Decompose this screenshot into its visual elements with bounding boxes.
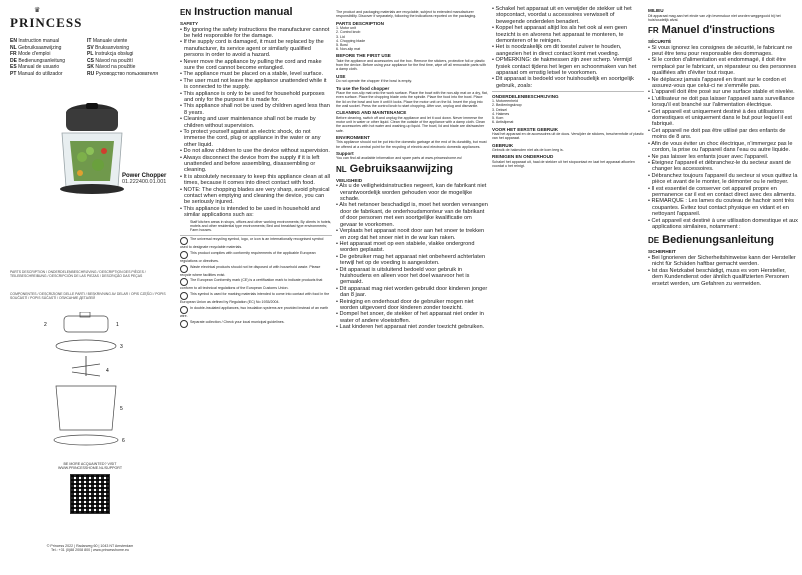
de-title-text: Bedienungsanleitung — [662, 234, 774, 247]
list-item-text: De gebruiker mag het apparaat niet onbeheerd achterlaten terwijl het op de voeding is aangesloten. — [339, 253, 486, 267]
bullet-icon: • — [336, 253, 340, 260]
nl-cleaning-text: Schakel het apparaat uit, haal de stekker uit het stopcontact en laat het apparaat afkoelen voordat u het reinigt. — [492, 159, 635, 169]
brand-logo — [10, 8, 175, 32]
list-item — [180, 27, 332, 40]
part-number: 3. — [492, 107, 496, 112]
list-item-text: Koppel het apparaat altijd los als het ook al een geen toezicht is en alvorens het apparaat te monteren, te demonteren of te reinigen. — [495, 25, 628, 45]
bullet-icon: • — [180, 58, 184, 65]
language-item — [10, 71, 83, 78]
bullet-icon: • — [648, 217, 652, 224]
bullet-icon: • — [648, 172, 652, 179]
language-label: Bedienungsanleitung — [18, 57, 66, 64]
list-item-text: Cet appareil est uniquement destiné à des utilisations domestiques et uniquement dans le but pour lequel il est fabriqué. — [651, 108, 792, 128]
language-code: SV — [87, 44, 94, 51]
bullet-icon: • — [336, 285, 340, 292]
bullet-icon: • — [336, 266, 340, 273]
list-item-text: Always disconnect the device from the supply if it is left unattended and before assembling, disassembling or cleaning. — [183, 154, 320, 174]
parts-caption: PARTS DESCRIPTION / ONDERDELENBESCHRIJVING / DESCRIPTION DES PIÈCES / TEILEBESCHREIBUNG / DESCRIPCIÓN DE LAS PIEZAS / DESCRIÇÃO DAS PEÇAS — [10, 270, 146, 279]
parts-caption-2: COMPONENTES / DESCRIZIONE DELLE PARTI / BESKRIVNING AV DELAR / OPIS CZĘŚCI / POPIS SOUČÁSTÍ / POPIS SÚČASTÍ / ОПИСАНИЕ ДЕТАЛЕЙ — [10, 292, 166, 301]
bullet-icon: • — [648, 140, 652, 147]
list-item-text: Reiniging en onderhoud door de gebruiker mogen niet worden uitgevoerd door kinderen zonder toezicht. — [339, 298, 474, 311]
part-label: Lid — [340, 34, 345, 39]
ce-icon — [180, 278, 188, 286]
language-label: Mode d'emploi — [18, 51, 51, 57]
list-item-text: This appliance shall not be used by children aged less than 8 years. — [183, 103, 330, 116]
nl-parts-list — [492, 99, 644, 124]
language-label: Návod na použitie — [95, 64, 136, 70]
bullet-icon: • — [648, 159, 652, 166]
en-title — [180, 6, 332, 19]
language-label: Bruksanvisning — [95, 44, 129, 51]
part-number: 4. — [492, 111, 496, 116]
list-item-text: Éteignez l'appareil et débranchez-le du secteur avant de changer les accessoires. — [651, 159, 791, 173]
list-item-text: Si vous ignorez les consignes de sécurité, le fabricant ne peut être tenu pour responsable des dommages. — [651, 44, 793, 57]
list-item-text: Als het netsnoer beschadigd is, moet het worden vervangen door de fabrikant, de onderhoudsmonteur van de fabrikant of door personen met een soortgelijke kwalificatie om gevaar te voorkomen. — [339, 202, 488, 228]
brand-name: PRINCESS — [10, 15, 83, 30]
list-item — [180, 155, 332, 174]
nl-environment-text: Dit apparaat mag aan het einde van zijn levensduur niet worden weggegooid bij het huishoudelijk afval. — [648, 13, 781, 22]
list-item — [180, 206, 332, 219]
product-caption — [122, 173, 166, 185]
list-item-text: NOTE: The chopping blades are very sharp, avoid physical contact when emptying and cleaning the device, you can be seriously injured. — [183, 186, 330, 206]
en-safety-list — [180, 27, 332, 219]
footer-line-1: © Princess 2022 | Radarweg 60 | 1043 NT Amsterdam — [46, 544, 134, 548]
language-code: DE — [10, 57, 17, 64]
nl-use-heading: GEBRUIK — [492, 142, 514, 148]
list-item — [648, 141, 798, 154]
list-item-text: Ne déplacez jamais l'appareil en tirant sur le cordon et assurez-vous que celui-ci ne s'emmêle pas. — [651, 76, 786, 90]
list-item — [336, 254, 488, 267]
list-item-text: Cet appareil ne doit pas être utilisé par des enfants de moins de 8 ans. — [651, 127, 786, 141]
support-url[interactable]: WWW.PRINCESSHOME.NL/SUPPORT — [57, 466, 123, 470]
part-number: 4. — [336, 38, 340, 43]
support-visit — [10, 462, 170, 470]
list-item — [180, 116, 332, 129]
language-label: Návod na použití — [95, 57, 133, 64]
list-item — [648, 96, 798, 109]
en-recycle-note: The product and packaging materials are recyclable, subject to extended manufacturer responsibility. Discover if separately, following the indications reported on the packaging. — [336, 10, 477, 19]
part-label: Kom — [496, 116, 504, 121]
list-item-text: Het apparaat moet op een stabiele, vlakke ondergrond worden geplaatst. — [339, 240, 475, 254]
bullet-icon: • — [180, 116, 184, 123]
fr-safety-heading: SÉCURITÉ — [648, 39, 672, 45]
bullet-icon: • — [648, 95, 652, 102]
bullet-icon: • — [180, 103, 184, 110]
en-symbols: The universal recycling symbol, logo, or icon is an internationally recognised symbol used to designate recyclable materials. This product complies with conformity requirements of the applicable European regulations or directives. Waste electrical products should not be disposed of with household waste. Please recycle where facilities exist. The European Conformity mark (CE) is a certification mark to indicate products that conform to all technical regulations of the European Customs Union. This symbol is used for marking materials intended to come into contact with food in the European Union as defined by Regulation (EC) No 1935/2004. In double-insulated appliances, two insulation systems are provided instead of an earth wire. Separate collection / Check your local municipal guidelines. — [180, 237, 332, 328]
bullet-icon: • — [336, 228, 340, 235]
part-number: 1. — [336, 26, 340, 31]
part-label: Control knob — [340, 30, 361, 35]
list-item-text: REMARQUE : Les lames du couteau de hachoir sont très coupantes. Évitez tout contact physique en vidant et en nettoyant l'appareil. — [651, 198, 794, 218]
list-item-text: L'utilisateur ne doit pas laisser l'appareil sans surveillance lorsqu'il est branché sur l'alimentation électrique. — [651, 95, 795, 109]
en-cleaning-text: Before cleaning, switch off and unplug the appliance and let it cool down. Never immerse the motor unit in water or other liquid. Clean the outside of the appliance with a damp cloth. Clean the accessories with hot water and washing-up liquid. The bowl, lid and blade are dishwasher safe. — [336, 115, 486, 133]
crown-icon: ♛ — [34, 7, 41, 14]
list-item-text: Schakel het apparaat uit en verwijder de stekker uit het stopcontact, voordat u accessoires verwisselt of bewegende onderdelen benadert. — [495, 6, 632, 25]
en-support-heading: Support — [336, 150, 354, 156]
list-item-text: Ne pas laisser les enfants jouer avec l'appareil. — [651, 153, 769, 160]
food-safe-icon — [180, 292, 188, 300]
list-item — [648, 57, 798, 76]
svg-text:1: 1 — [116, 322, 119, 328]
language-item — [87, 71, 160, 78]
bullet-icon: • — [648, 267, 652, 274]
en-before-text: Take the appliance and accessories out the box. Remove the stickers, protective foil or plastic from the device. Before using your appliance for the first time, wipe off all removable parts with a damp cloth. — [336, 58, 486, 72]
bullet-icon: • — [648, 89, 652, 96]
language-code: ES — [10, 64, 17, 70]
en-environment-text: This appliance should not be put into the domestic garbage at the end of its durability, but must be offered at a central point for the recycling of electric and electronic domestic appliances. — [336, 140, 487, 149]
list-item-text: Dit apparaat mag niet worden gebruikt door kinderen jonger dan 8 jaar. — [339, 285, 488, 299]
separate-collection-icon — [180, 320, 188, 328]
language-code: IT — [87, 38, 92, 44]
support-visit-label: BE MORE ACQUAINTED? VISIT — [63, 462, 117, 466]
language-list — [10, 38, 160, 77]
list-item — [336, 324, 488, 330]
class-symbol-icon — [180, 237, 188, 245]
list-item — [336, 299, 488, 312]
bullet-icon: • — [180, 39, 184, 46]
bullet-icon: • — [180, 173, 184, 180]
part-label: Motor unit — [340, 26, 356, 31]
de-code: DE — [648, 236, 660, 246]
list-item-text: Laat kinderen het apparaat niet zonder toezicht gebruiken. — [339, 324, 485, 331]
language-label: Manuale utente — [92, 38, 128, 44]
list-item-text: To protect yourself against an electric shock, do not immerse the cord, plug or appliance in the water or any other liquid. — [183, 129, 321, 148]
column-nl — [492, 6, 644, 571]
fr-code: FR — [648, 26, 659, 36]
bullet-icon: • — [180, 26, 184, 33]
nl-cleaning-heading: REINIGEN EN ONDERHOUD — [492, 154, 554, 160]
en-before-heading: BEFORE THE FIRST USE — [336, 53, 391, 59]
language-code: CS — [87, 57, 94, 64]
list-item — [648, 109, 798, 128]
list-item — [648, 173, 798, 186]
divider — [492, 91, 644, 92]
en-safety-heading: SAFETY — [180, 21, 199, 26]
bullet-icon: • — [648, 108, 652, 115]
list-item — [336, 183, 488, 202]
nl-safety-list — [336, 183, 488, 330]
svg-text:4: 4 — [106, 368, 109, 374]
part-label: Hakmes — [496, 111, 510, 116]
nl-first-use-heading: VOOR HET EERSTE GEBRUIK — [492, 126, 559, 132]
bullet-icon: • — [336, 311, 340, 318]
part-number: 6. — [336, 47, 340, 52]
nl-first-use-text: Haal het apparaat en de accessoires uit de doos. Verwijder de stickers, beschermfolie of plastic van het apparaat. — [492, 132, 644, 141]
part-number: 2. — [336, 30, 340, 35]
list-item — [648, 255, 798, 268]
bullet-icon: • — [336, 202, 340, 209]
list-item-text: By ignoring the safety instructions the manufacturer cannot be held responsible for the damage. — [183, 26, 330, 39]
bullet-icon: • — [492, 57, 496, 64]
bullet-icon: • — [648, 153, 652, 160]
list-item — [336, 228, 488, 241]
bullet-icon: • — [180, 205, 184, 212]
list-item — [180, 174, 332, 187]
list-item — [180, 129, 332, 148]
list-item — [336, 311, 488, 324]
language-code: PT — [10, 70, 17, 77]
list-item-text: Cet appareil est destiné à une utilisation domestique et aux applications similaires, notamment : — [651, 217, 798, 230]
bullet-icon: • — [648, 254, 652, 261]
svg-text:6: 6 — [122, 438, 125, 444]
list-item — [648, 186, 798, 199]
nl-code: NL — [336, 164, 347, 174]
language-code: EN — [10, 38, 17, 44]
bullet-icon: • — [180, 148, 184, 155]
nl-parts-heading: ONDERDELENBESCHRIJVING — [492, 93, 559, 99]
part-label: Antislipmat — [495, 120, 514, 125]
en-cleaning-heading: CLEANING AND MAINTENANCE — [336, 110, 407, 116]
bullet-icon: • — [180, 186, 184, 193]
list-item-text: Verplaats het apparaat nooit door aan het snoer te trekken en zorg dat het snoer niet in de war kan raken. — [339, 228, 485, 241]
list-item — [648, 128, 798, 141]
footer-line-2: Tel.: +31 (0)88 2008 800 | www.princesshome.eu — [51, 548, 129, 552]
bullet-icon: • — [180, 77, 184, 84]
list-item — [648, 45, 798, 58]
part-label: Motoreenheid — [496, 99, 518, 104]
en-title-text: Instruction manual — [194, 6, 293, 18]
svg-text:2: 2 — [44, 322, 47, 328]
list-item — [336, 286, 488, 299]
list-item-text: The appliance must be placed on a stable, level surface. — [183, 71, 324, 78]
bullet-icon: • — [648, 57, 652, 64]
list-item-text: L'appareil doit être posé sur une surface stable et nivelée. — [651, 89, 795, 96]
svg-text:3: 3 — [120, 344, 123, 350]
en-use-heading: USE — [336, 73, 346, 79]
bullet-icon: • — [492, 25, 496, 32]
list-item-text: It is absolutely necessary to keep this appliance clean at all times, because it comes into direct contact with food. — [183, 173, 330, 187]
nl-safety-list-2 — [492, 6, 644, 89]
en-applications: Staff kitchen areas in shops, offices and other working environments; By clients in hotels, motels and other residential type environments; Bed and breakfast type environments; Farm houses. — [190, 219, 332, 233]
bullet-icon: • — [336, 183, 340, 190]
part-label: Chopping blade — [340, 38, 366, 43]
list-item-text: Als u de veiligheidsinstructies negeert, kan de fabrikant niet verantwoordelijk worden gehouden voor de mogelijke schade. — [339, 183, 487, 203]
list-item-text: Bei Ignorieren der Sicherheitshinweise kann der Hersteller nicht für Schäden haftbar gemacht werden. — [651, 254, 796, 268]
nl-environment-heading: MILIEU — [648, 8, 664, 13]
list-item — [336, 202, 488, 228]
language-code: SK — [87, 64, 94, 70]
bullet-icon: • — [180, 90, 184, 97]
fr-title — [648, 24, 798, 37]
language-label: Instrukcja obsługi — [94, 51, 134, 57]
product-name: Power Chopper — [122, 173, 167, 179]
cover-panel — [10, 8, 175, 568]
bullet-icon: • — [648, 127, 652, 134]
list-item — [180, 91, 332, 104]
part-label: Bedieningsknop — [496, 103, 522, 108]
list-item — [648, 268, 798, 287]
bullet-icon: • — [180, 71, 184, 78]
language-code: RU — [87, 70, 95, 77]
list-item — [648, 160, 798, 173]
bullet-icon: • — [648, 198, 652, 205]
nl-title — [336, 163, 488, 176]
list-item — [492, 25, 644, 44]
cover-footer — [10, 544, 170, 552]
part-item — [336, 47, 488, 51]
de-safety-list — [648, 255, 798, 287]
list-item — [336, 267, 488, 286]
list-item — [648, 77, 798, 90]
part-number: 6. — [492, 120, 496, 125]
part-label: Bowl — [340, 42, 348, 47]
list-item — [492, 57, 644, 76]
part-item — [492, 120, 644, 124]
part-label: Non-slip mat — [340, 47, 361, 52]
svg-text:5: 5 — [120, 406, 123, 412]
en-use-heading-2: To use the food chopper — [336, 85, 390, 91]
part-number: 2. — [492, 103, 496, 108]
list-item-text: Il est essentiel de conserver cet appareil propre en permanence car il est en contact direct avec des aliments. — [651, 185, 796, 198]
bullet-icon: • — [492, 76, 496, 83]
list-item-text: Débranchez toujours l'appareil du secteur si vous quittez la pièce et avant de le monter, le démonter ou le nettoyer. — [651, 172, 798, 186]
en-parts-list — [336, 26, 488, 51]
list-item — [180, 187, 332, 206]
bullet-icon: • — [336, 298, 340, 305]
bullet-icon: • — [336, 240, 340, 247]
part-number: 5. — [492, 116, 496, 121]
language-code: NL — [10, 44, 17, 51]
part-number: 1. — [492, 99, 496, 104]
bullet-icon: • — [648, 76, 652, 83]
list-item-text: Het is noodzakelijk om dit toestel zuiver te houden, aangezien het in direct contact komt met voeding. — [495, 44, 622, 57]
list-item-text: Dit apparaat is uitsluitend bedoeld voor gebruik in huishoudens en alleen voor het doel waarvoor het is gemaakt. — [339, 266, 470, 286]
en-support-text: You can find all available information and spare parts at www.princesshome.eu! — [336, 156, 463, 161]
list-item — [648, 198, 798, 217]
nl-safety-heading: VEILIGHEID — [336, 177, 363, 183]
parts-diagram — [16, 312, 166, 452]
list-item-text: OPMERKING: de hakmessen zijn zeer scherp. Vermijd fysiek contact tijdens het legen en schoonmaken van het apparaat om ernstig letsel te voorkomen. — [495, 57, 637, 77]
list-item — [180, 78, 332, 91]
en-environment-heading: ENVIRONMENT — [336, 134, 370, 140]
list-item-text: Never move the appliance by pulling the cord and make sure the cord cannot become entangled. — [183, 58, 322, 71]
language-label: Manual de usuario — [18, 64, 60, 70]
list-item-text: Ist das Netzkabel beschädigt, muss es vom Hersteller, dem Kundendienst oder ähnlich qualifizierten Personen ersetzt werden, um Gefahren zu vermeiden. — [651, 267, 790, 287]
bullet-icon: • — [492, 6, 496, 12]
column-en-2 — [336, 6, 488, 571]
product-model: 01.222400.01.001 — [122, 179, 167, 185]
list-item-text: Dit apparaat is bedoeld voor huishoudelijk en soortgelijk gebruik, zoals: — [495, 76, 634, 89]
language-label: Руководство пользователя — [95, 70, 158, 77]
list-item — [180, 39, 332, 58]
bullet-icon: • — [648, 44, 652, 51]
language-code: FR — [10, 51, 17, 57]
product-image — [30, 95, 150, 205]
class-ii-icon — [180, 306, 188, 314]
de-title — [648, 234, 798, 247]
list-item — [180, 103, 332, 116]
list-item — [180, 59, 332, 72]
bullet-icon: • — [180, 129, 184, 135]
list-item-text: The user must not leave the appliance unattended while it is connected to the supply. — [183, 77, 327, 91]
list-item — [648, 218, 798, 231]
language-label: Instruction manual — [18, 38, 60, 44]
column-fr — [648, 6, 798, 571]
list-item — [336, 241, 488, 254]
ukca-icon — [180, 251, 188, 259]
bullet-icon: • — [180, 154, 184, 161]
list-item-text: This appliance is only to be used for household purposes and only for the purpose it is made for. — [183, 90, 325, 103]
en-code: EN — [180, 8, 192, 17]
en-use-text: Do not operate the chopper if the bowl is empty. — [336, 79, 413, 84]
list-item-text: Si le cordon d'alimentation est endommagé, il doit être remplacé par le fabricant, un réparateur ou des personnes qualifiées afin d'éviter tout risque. — [651, 57, 797, 77]
weee-icon — [180, 265, 188, 273]
bullet-icon: • — [492, 44, 496, 51]
bullet-icon: • — [336, 324, 340, 331]
divider — [180, 235, 332, 236]
language-label: Manual do utilizador — [17, 70, 63, 77]
list-item — [492, 76, 644, 89]
qr-code — [70, 474, 110, 514]
list-item-text: Do not allow children to use the device without supervision. — [183, 148, 330, 155]
nl-use-text: Gebruik de hakmolen niet als de kom leeg is. — [492, 148, 564, 153]
bullet-icon: • — [648, 185, 652, 192]
list-item-text: This appliance is intended to be used in household and similar applications such as: — [183, 205, 320, 219]
list-item-text: Afin de vous éviter un choc électrique, n'immergez pas le cordon, la prise ou l'appareil dans l'eau ou autre liquide. — [651, 140, 793, 154]
part-label: Deksel — [496, 107, 507, 112]
column-en — [180, 6, 332, 571]
language-code: PL — [87, 51, 94, 57]
de-safety-heading: SICHERHEIT — [648, 249, 676, 255]
fr-title-text: Manuel d'instructions — [661, 24, 775, 37]
list-item — [492, 6, 644, 25]
en-use-steps: Place the non-slip mat onto the work surface. Place the bowl with the non-slip mat on a dry, flat, even surface. Place the chopping blade onto the spindle. Place the food into the bowl. Place the lid on the bowl and turn it until it locks. Place the motor unit on the lid. Insert the plug into the wall socket. Press the control knob to start chopping. After use, unplug and dismantle. — [336, 91, 488, 108]
part-number: 3. — [336, 34, 340, 39]
language-label: Gebruiksaanwijzing — [18, 44, 62, 51]
nl-title-text: Gebruiksaanwijzing — [349, 162, 453, 175]
en-parts-heading: PARTS DESCRIPTION — [336, 20, 384, 26]
fr-safety-list — [648, 45, 798, 231]
list-item-text: Cleaning and user maintenance shall not be made by children without supervision. — [183, 116, 316, 129]
list-item-text: Dompel het snoer, de stekker of het apparaat niet onder in water of andere vloeistoffen. — [339, 311, 484, 324]
list-item-text: If the supply cord is damaged, it must be replaced by the manufacturer, its service agent or similarly qualified persons in order to avoid a hazard. — [183, 39, 324, 59]
list-item — [492, 44, 644, 57]
part-number: 5. — [336, 42, 340, 47]
